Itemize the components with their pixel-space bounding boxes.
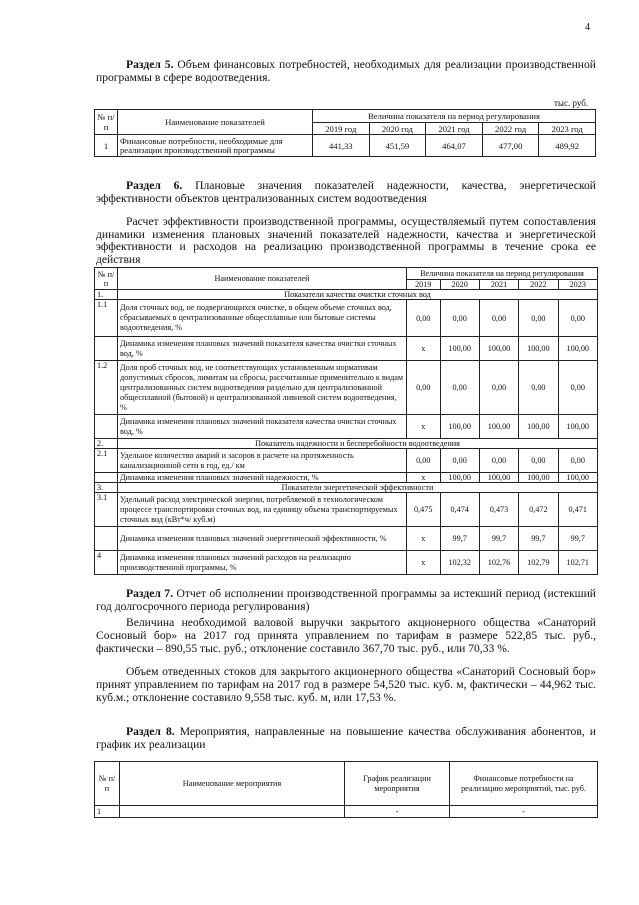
table-row: 1 Финансовые потребности, необходимые для реализации производственной программы 441,33 451,59 464,07 477,00 489,92 xyxy=(95,135,596,157)
table-row: 1.1 Доля сточных вод, не подвергающихся очистке, в общем объеме сточных вод, сбрасываемых в централизованные общесплавные или бытовые системы водоотведения, % 0,00 0,00 0,00 0,00 0,00 xyxy=(95,300,598,337)
header-period: Величина показателя на период регулирования xyxy=(407,268,598,280)
header-name: Наименование показателей xyxy=(118,110,313,135)
section7-heading: Раздел 7. Отчет об исполнении производственной программы за истекший период (истекший год долгосрочного периода регулирования) xyxy=(96,587,597,613)
table-row: 4 Динамика изменения плановых значений расходов на реализацию производственной программы, % x 102,32 102,76 102,79 102,71 xyxy=(95,551,598,575)
table-row: 1.2 Доля проб сточных вод, не соответствующих установленным нормативам допустимых сбросов, лимитам на сбросы, рассчитанные применительно к видам централизованных систем водоотведения раздельно для централизованной общесплавной (бытовой) и централизованной ливневой систем водоотведения, % 0,00 0,00 0,00 0,00 0,00 xyxy=(95,361,598,415)
header-num: № п/п xyxy=(95,110,118,135)
page-number: 4 xyxy=(585,22,590,33)
group-row: 1. Показатели качества очистки сточных вод xyxy=(95,290,598,300)
year-cell: 2019 год xyxy=(313,123,370,135)
year-cell: 2022 год xyxy=(482,123,539,135)
header-num: № п/п xyxy=(95,268,118,290)
section5-units: тыс. руб. xyxy=(554,98,589,108)
header-name: Наименование показателей xyxy=(118,268,407,290)
year-cell: 2023 год xyxy=(539,123,596,135)
table-row: Динамика изменения плановых значений энергетической эффективности, % x 99,7 99,7 99,7 99,7 xyxy=(95,527,598,551)
section6-heading: Раздел 6. Плановые значения показателей надежности, качества, энергетической эффективности объектов централизованных систем водоотведения xyxy=(96,179,596,205)
table-row: Динамика изменения плановых значений показателя качества очистки сточных вод, % x 100,00 100,00 100,00 100,00 xyxy=(95,337,598,361)
group-row: 3. Показатели энергетической эффективности xyxy=(95,483,598,493)
section7-paragraph-2: Объем отведенных стоков для закрытого акционерного общества «Санаторий Сосновый бор» принят управлением по тарифам на 2017 год в размере 54,520 тыс. куб. м, фактически – 44,962 тыс. куб.м.; отклонение составило 9,558 тыс. куб. м, или 17,53 %. xyxy=(96,665,596,704)
table-row: 3.1 Удельный расход электрической энергии, потребляемой в технологическом процессе транспортировки сточных вод, на единицу объема транспортируемых сточных вод (кВт*ч/ куб.м) 0,475 0,474 0,473 0,472 0,471 xyxy=(95,493,598,527)
header-period: Величина показателя на период регулирования xyxy=(313,110,596,123)
section8-heading: Раздел 8. Мероприятия, направленные на повышение качества обслуживания абонентов, и график их реализации xyxy=(96,725,597,751)
table-row: Динамика изменения плановых значений показателя качества очистки сточных вод, % x 100,00 100,00 100,00 100,00 xyxy=(95,415,598,439)
section7-paragraph-1: Величина необходимой валовой выручки закрытого акционерного общества «Санаторий Сосновый бор» на 2017 год принята управлением по тарифам в размере 522,85 тыс. руб., фактически – 890,55 тыс. руб.; отклонение составило 367,70 тыс. руб., или 70,33 %. xyxy=(96,616,596,655)
table-row: 2.1 Удельное количество аварий и засоров в расчете на протяженность канализационной сети в год, ед./ км 0,00 0,00 0,00 0,00 0,00 xyxy=(95,449,598,473)
section5-table xyxy=(94,109,596,157)
section8-table: № п/п Наименование мероприятия График реализации мероприятия Финансовые потребности на реализацию мероприятий, тыс. руб. 1 - - xyxy=(94,761,598,818)
table-row: Динамика изменения плановых значений надежности, % x 100,00 100,00 100,00 100,00 xyxy=(95,473,598,483)
section6-paragraph: Расчет эффективности производственной программы, осуществляемый путем сопоставления динамики изменения плановых значений показателей надежности, качества и энергетической эффективности и расходов на реализацию производственной программы в течение срока ее действия xyxy=(96,215,596,266)
section5-heading: Раздел 5. Объем финансовых потребностей, необходимых для реализации производственной программы в сфере водоотведения. xyxy=(96,58,596,84)
table-row: 1 - - xyxy=(95,806,598,818)
year-cell: 2021 год xyxy=(426,123,483,135)
group-row: 2. Показатель надежности и бесперебойности водоотведения xyxy=(95,439,598,449)
section6-table: № п/п Наименование показателей Величина показателя на период регулирования 2019 2020 2021 2022 2023 1. Показатели качества очистки сточных вод 1.1 Доля сточных вод, не подвергающихся очистке, в общем объеме сточных вод, сбрасываемых в централизованные общесплавные или бытовые системы водоотведения, % 0,00 0,00 0,00 0,00 0,00 Динамика изменения плановых значений показателя качества очистки сточных вод, % x 100,00 100,00 100,00 100,00 1.2 Доля проб сточных вод, не соответствующих установленным нормативам допустимых сбросов, лимитам на сбросы, рассчитанные применительно к видам централизованных систем водоотведения раздельно для централизованной общесплавной (бытовой) и централизованной ливневой систем водоотведения, % 0,00 0,00 0,00 0,00 0,00 Динамика изменения плановых значений показателя качества очистки сточных вод, % x 100,00 100,00 100,00 100,00 2. Показатель надежности и бесперебойности водоотведения 2.1 Удельное количество аварий и засоров в расчете на протяженность канализационной сети в год, ед./ км 0,00 0,00 0,00 0,00 0,00 Динамика изменения плановых значений надежности, % x 100,00 100,00 100,00 100,00 3. Показатели энергетической эффективности 3.1 Удельный расход электрической энергии, потребляемой в технологическом процессе транспортировки сточных вод, на единицу объема транспортируемых сточных вод (кВт*ч/ куб.м) 0,475 0,474 0,473 0,472 0,471 Динамика изменения плановых значений энергетической эффективности, % x 99,7 99,7 99,7 99,7 4 Динамика изменения плановых значений расходов на реализацию производственной программы, % x 102,32 102,76 102,79 102,71 xyxy=(94,267,598,575)
year-cell: 2020 год xyxy=(369,123,426,135)
